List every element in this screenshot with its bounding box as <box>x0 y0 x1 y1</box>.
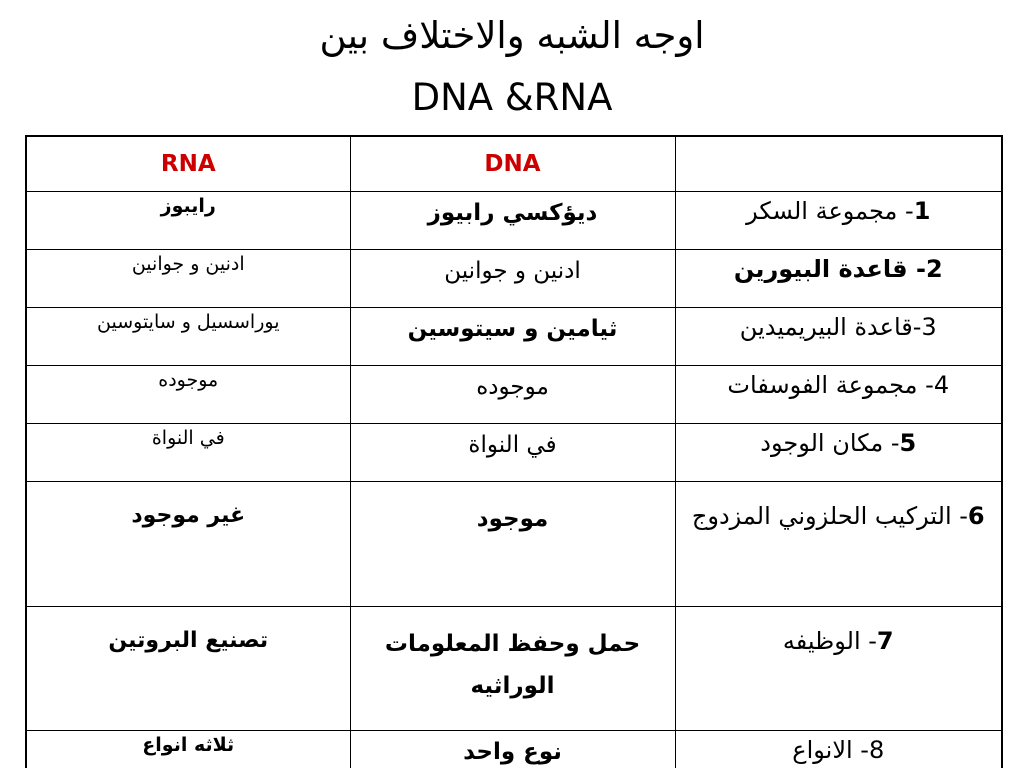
dna-cell: ادنين و جوانين <box>350 250 675 308</box>
rna-cell: رايبوز <box>26 192 350 250</box>
property-label: - قاعدة البيورين <box>733 255 926 283</box>
row-number: 7 <box>876 627 894 655</box>
property-cell <box>675 607 1002 731</box>
comparison-table <box>25 135 1003 768</box>
property-cell <box>675 366 1002 424</box>
table-row <box>26 192 1002 250</box>
table-row <box>26 250 1002 308</box>
dna-cell: ديؤكسي رابيوز <box>350 192 675 250</box>
table-row <box>26 607 1002 731</box>
property-cell <box>675 731 1002 768</box>
property-label: - الوظيفه <box>782 627 877 655</box>
table-row <box>26 424 1002 482</box>
property-cell <box>675 308 1002 366</box>
rna-cell: في النواة <box>26 424 350 482</box>
header-rna: RNA <box>26 136 350 192</box>
row-number: 1 <box>913 197 931 225</box>
property-label: - مجموعة السكر <box>746 197 914 225</box>
property-label: - التركيب الحلزوني المزدوج <box>691 502 968 530</box>
property-cell <box>675 424 1002 482</box>
table-row <box>26 366 1002 424</box>
rna-cell: يوراسسيل و سايتوسين <box>26 308 350 366</box>
rna-cell: موجوده <box>26 366 350 424</box>
table-header-row <box>26 136 1002 192</box>
header-property <box>675 136 1002 192</box>
table-row <box>26 308 1002 366</box>
row-number: 5 <box>899 429 917 457</box>
property-cell <box>675 250 1002 308</box>
property-label: - مكان الوجود <box>760 429 900 457</box>
dna-cell: حمل وحفظ المعلومات الوراثيه <box>350 607 675 731</box>
rna-cell: ادنين و جوانين <box>26 250 350 308</box>
dna-cell: في النواة <box>350 424 675 482</box>
dna-cell: نوع واحد <box>350 731 675 768</box>
row-number: 2 <box>925 255 943 283</box>
header-dna: DNA <box>350 136 675 192</box>
slide-subtitle: DNA &RNA <box>411 76 613 119</box>
property-label: 3-قاعدة البيريميدين <box>739 313 937 341</box>
slide-title: اوجه الشبه والاختلاف بين <box>319 14 705 57</box>
table-row <box>26 731 1002 768</box>
property-label: 8- الانواع <box>792 736 885 764</box>
row-number: 6 <box>967 502 985 530</box>
rna-cell: تصنيع البروتين <box>26 607 350 731</box>
rna-cell: غير موجود <box>26 482 350 607</box>
rna-cell: ثلاثه انواع <box>26 731 350 768</box>
dna-cell: موجود <box>350 482 675 607</box>
table-row <box>26 482 1002 607</box>
dna-cell: موجوده <box>350 366 675 424</box>
dna-cell: ثيامين و سيتوسين <box>350 308 675 366</box>
property-cell <box>675 192 1002 250</box>
property-cell <box>675 482 1002 607</box>
property-label: 4- مجموعة الفوسفات <box>727 371 950 399</box>
